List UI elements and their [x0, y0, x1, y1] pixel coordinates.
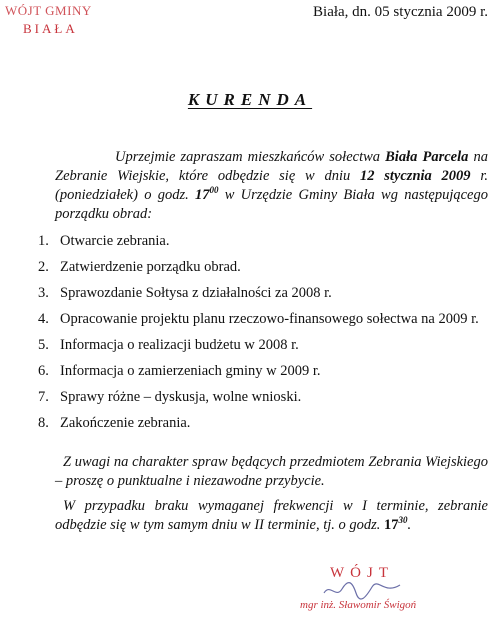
signature-scrawl-icon — [322, 579, 402, 601]
agenda-item-text: Opracowanie projektu planu rzeczowo-finansowego sołectwa na 2009 r. — [60, 311, 479, 327]
intro-place: Biała Parcela — [385, 149, 469, 165]
document-date: Biała, dn. 05 stycznia 2009 r. — [313, 4, 488, 20]
agenda-item-text: Zakończenie zebrania. — [60, 415, 191, 431]
second-term-minute: 30 — [398, 515, 408, 525]
intro-text-2: na Zebranie Wiejskie, które odbędzie się w dniu — [55, 149, 488, 184]
office-stamp — [5, 2, 125, 38]
agenda-item-number: 1. — [38, 233, 49, 249]
intro-hour: 17 — [194, 187, 210, 203]
agenda-item — [38, 310, 488, 329]
agenda-item-number: 3. — [38, 285, 49, 301]
punctuality-note: Z uwagi na charakter spraw będących przedmiotem Zebrania Wiejskiego – proszę o punktualne i niezawodne przybycie. — [55, 454, 488, 489]
intro-minute: 00 — [209, 185, 219, 195]
agenda-item-number: 6. — [38, 363, 49, 379]
agenda-item — [38, 232, 488, 251]
intro-text-1: Uprzejmie zapraszam mieszkańców sołectwa — [115, 149, 386, 165]
agenda-item — [38, 388, 488, 407]
second-term-note — [55, 497, 488, 535]
intro-text-3: r. (poniedziałek) o godz. — [55, 168, 488, 203]
agenda-item-number: 4. — [38, 311, 49, 327]
agenda-item — [38, 284, 488, 303]
signatory-name: mgr inż. Sławomir Świgoń — [300, 599, 417, 611]
agenda-list — [38, 232, 488, 440]
signature-block — [300, 565, 490, 611]
agenda-item-number: 2. — [38, 259, 49, 275]
signature-title: WÓJT — [330, 565, 394, 581]
agenda-item-text: Sprawy różne – dyskusja, wolne wnioski. — [60, 389, 302, 405]
intro-text-4: w Urzędzie Gminy Biała wg następującego porządku obrad: — [55, 187, 488, 222]
agenda-item — [38, 362, 488, 381]
stamp-line-1: WÓJT GMINY — [5, 3, 92, 18]
agenda-item-number: 5. — [38, 337, 49, 353]
agenda-item — [38, 414, 488, 433]
agenda-item-text: Sprawozdanie Sołtysa z działalności za 2008 r. — [60, 285, 332, 301]
agenda-item-text: Informacja o zamierzeniach gminy w 2009 r. — [60, 363, 321, 379]
agenda-item-number: 7. — [38, 389, 49, 405]
stamp-line-2: BIAŁA — [23, 21, 78, 36]
intro-paragraph — [55, 148, 488, 224]
second-term-text: W przypadku braku wymaganej frekwencji w I terminie, zebranie odbędzie się w tym samym dniu w II terminie, tj. o godz. — [55, 498, 488, 533]
agenda-item-text: Informacja o realizacji budżetu w 2008 r. — [60, 337, 299, 353]
intro-meeting-date: 12 stycznia 2009 — [360, 168, 471, 184]
agenda-item-number: 8. — [38, 415, 49, 431]
document-title — [0, 90, 500, 110]
agenda-item-text: Zatwierdzenie porządku obrad. — [60, 259, 241, 275]
second-term-end: . — [407, 517, 412, 533]
agenda-item — [38, 258, 488, 277]
title-text: KURENDA — [187, 90, 313, 109]
second-term-hour: 17 — [384, 517, 399, 533]
agenda-item — [38, 336, 488, 355]
agenda-item-text: Otwarcie zebrania. — [60, 233, 170, 249]
